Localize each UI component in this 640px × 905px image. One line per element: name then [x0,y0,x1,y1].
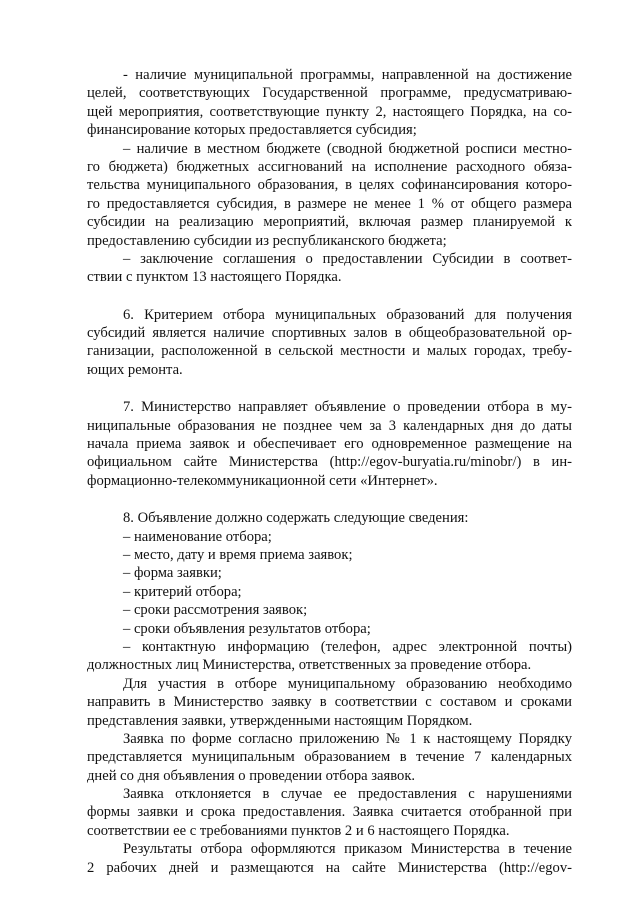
text-line: начала приема заявок и обеспечивает его одновременное размещение на [87,436,572,453]
text-line: – наименование отбора; [123,528,272,545]
text-line: – сроки рассмотрения заявок; [123,602,308,619]
paragraph [87,840,572,877]
paragraph-spacer [87,287,572,306]
paragraph [87,140,572,250]
text-line: Заявка отклоняется в случае ее предоставления с нарушениями [123,786,572,803]
text-line: официальном сайте Министерства (http://egov-buryatia.ru/minobr/) в ин- [87,454,572,471]
paragraph [87,675,572,730]
text-line: го предоставляется субсидия, в размере не менее 1 % от общего размера [87,195,572,212]
text-line: предоставлению субсидии из республиканского бюджета; [87,232,447,249]
text-line: ствии с пунктом 13 настоящего Порядка. [87,269,342,286]
paragraph [87,785,572,840]
text-line: целей, соответствующих Государственной программе, предусматриваю- [87,85,572,102]
text-line: – критерий отбора; [123,583,242,600]
text-line: представляется муниципальным образованием в течение 7 календарных [87,749,572,766]
text-line: щей мероприятия, соответствующие пункту 2, настоящего Порядка, на со- [87,103,572,120]
text-line: субсидии на реализацию мероприятий, включая размер планируемой к [87,214,572,231]
text-line: тельства муниципального образования, в целях софинансирования которо- [87,177,572,194]
text-line: соответствии ее с требованиями пунктов 2 и 6 настоящего Порядка. [87,822,510,839]
paragraph [87,398,572,490]
text-line: представления заявки, утвержденными настоящим Порядком. [87,712,473,729]
text-line: го бюджета) бюджетных ассигнований на исполнение расходного обяза- [87,158,572,175]
text-line: 6. Критерием отбора муниципальных образований для получения [123,306,572,323]
text-line: ганизации, расположенной в сельской местности и малых городах, требу- [87,343,572,360]
text-line: 2 рабочих дней и размещаются на сайте Министерства (http://egov- [87,859,572,876]
text-line: 7. Министерство направляет объявление о проведении отбора в му- [123,399,572,416]
text-line: Заявка по форме согласно приложению № 1 к настоящему Порядку [123,730,572,747]
text-line: должностных лиц Министерства, ответственных за проведение отбора. [87,657,532,674]
paragraph [87,730,572,785]
text-line: Для участия в отборе муниципальному образованию необходимо [123,675,572,692]
text-line: субсидий является наличие спортивных залов в общеобразовательной ор- [87,325,572,342]
paragraph [87,66,572,140]
text-line: - наличие муниципальной программы, направленной на достижение [123,67,572,83]
paragraph [87,250,572,287]
text-line: – форма заявки; [123,565,222,582]
text-line: – контактную информацию (телефон, адрес электронной почты) [123,638,572,655]
paragraph [87,509,572,675]
text-line: Результаты отбора оформляются приказом Министерства в течение [123,841,572,858]
text-line: – место, дату и время приема заявок; [123,546,353,563]
text-line: направить в Министерство заявку в соответствии с составом и сроками [87,694,572,711]
text-line: ниципальные образования не позднее чем за 3 календарных дня до даты [87,417,572,434]
paragraph-spacer [87,490,572,509]
paragraph-spacer [87,379,572,398]
text-line: формационно-телекоммуникационной сети «Интернет». [87,472,438,489]
paragraph [87,306,572,380]
text-line: дней со дня объявления о проведении отбора заявок. [87,767,416,784]
text-line: ющих ремонта. [87,361,183,378]
text-line: – наличие в местном бюджете (сводной бюджетной росписи местно- [123,140,572,157]
text-line: 8. Объявление должно содержать следующие сведения: [123,510,469,527]
text-line: формы заявки и срока предоставления. Заявка считается отобранной при [87,804,572,821]
text-line: – заключение соглашения о предоставлении Субсидии в соответ- [123,250,572,267]
text-line: финансирование которых предоставляется субсидия; [87,122,417,139]
text-line: – сроки объявления результатов отбора; [123,620,371,637]
